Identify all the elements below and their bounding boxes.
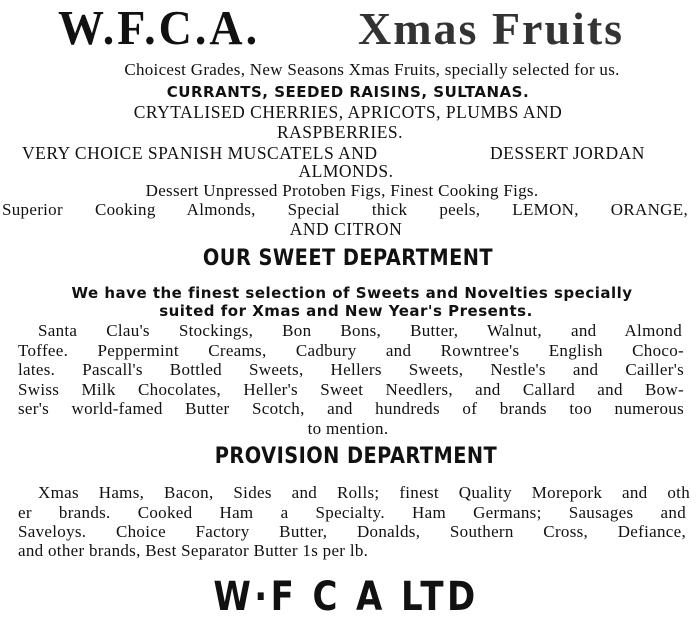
fruits-raspberries: RASPBERRIES.	[276, 122, 404, 142]
sweets-intro-1: We have the finest selection of Sweets and Novelties specially	[71, 284, 633, 302]
sweets-line-3: lates. Pascall's Bottled Sweets, Hellers Sweets, Nestle's and Cailler's	[18, 360, 684, 379]
xmas-fruits-heading: Xmas Fruits	[358, 3, 625, 54]
sweets-line-2: Toffee. Peppermint Creams, Cadbury and Rowntree's English Choco-	[18, 341, 684, 360]
fruits-peels: Superior Cooking Almonds, Special thick peels, LEMON, ORANGE,	[2, 200, 688, 219]
provisions-line-2: er brands. Cooked Ham a Specialty. Ham Germans; Sausages and	[18, 503, 686, 522]
fruits-intro: Choicest Grades, New Seasons Xmas Fruits, specially selected for us.	[124, 60, 620, 79]
provisions-line-3: Saveloys. Choice Factory Butter, Donalds, Southern Cross, Defiance,	[18, 522, 686, 541]
sweets-line-6: to mention.	[307, 419, 389, 438]
fruits-figs: Dessert Unpressed Protoben Figs, Finest Cooking Figs.	[145, 181, 539, 200]
provisions-line-1: Xmas Hams, Bacon, Sides and Rolls; finest Quality Morepork and oth	[38, 483, 690, 502]
sweet-department-heading: OUR SWEET DEPARTMENT	[202, 246, 494, 271]
sweets-line-5: ser's world-famed Butter Scotch, and hundreds of brands too numerous	[18, 399, 684, 418]
sweets-intro-2: suited for Xmas and New Year's Presents.	[159, 302, 533, 320]
fruits-citron: AND CITRON	[289, 219, 403, 239]
sweets-line-4: Swiss Milk Chocolates, Heller's Sweet Needlers, and Callard and Bow-	[18, 380, 684, 399]
brand-heading: W.F.C.A.	[58, 1, 261, 55]
sweets-line-1: Santa Clau's Stockings, Bon Bons, Butter, Walnut, and Almond	[38, 321, 682, 340]
fruits-dessert-jordan: DESSERT JORDAN	[490, 143, 645, 163]
provisions-line-4: and other brands, Best Separator Butter 1s per lb.	[18, 541, 369, 560]
footer-company: W·F C A LTD	[213, 574, 479, 620]
fruits-muscatels: VERY CHOICE SPANISH MUSCATELS AND	[22, 143, 378, 163]
fruits-cherries: CRYTALISED CHERRIES, APRICOTS, PLUMBS AND	[133, 102, 563, 122]
provision-department-heading: PROVISION DEPARTMENT	[214, 444, 498, 469]
fruits-almonds: ALMONDS.	[298, 161, 394, 181]
fruits-currants: CURRANTS, SEEDED RAISINS, SULTANAS.	[166, 83, 530, 101]
